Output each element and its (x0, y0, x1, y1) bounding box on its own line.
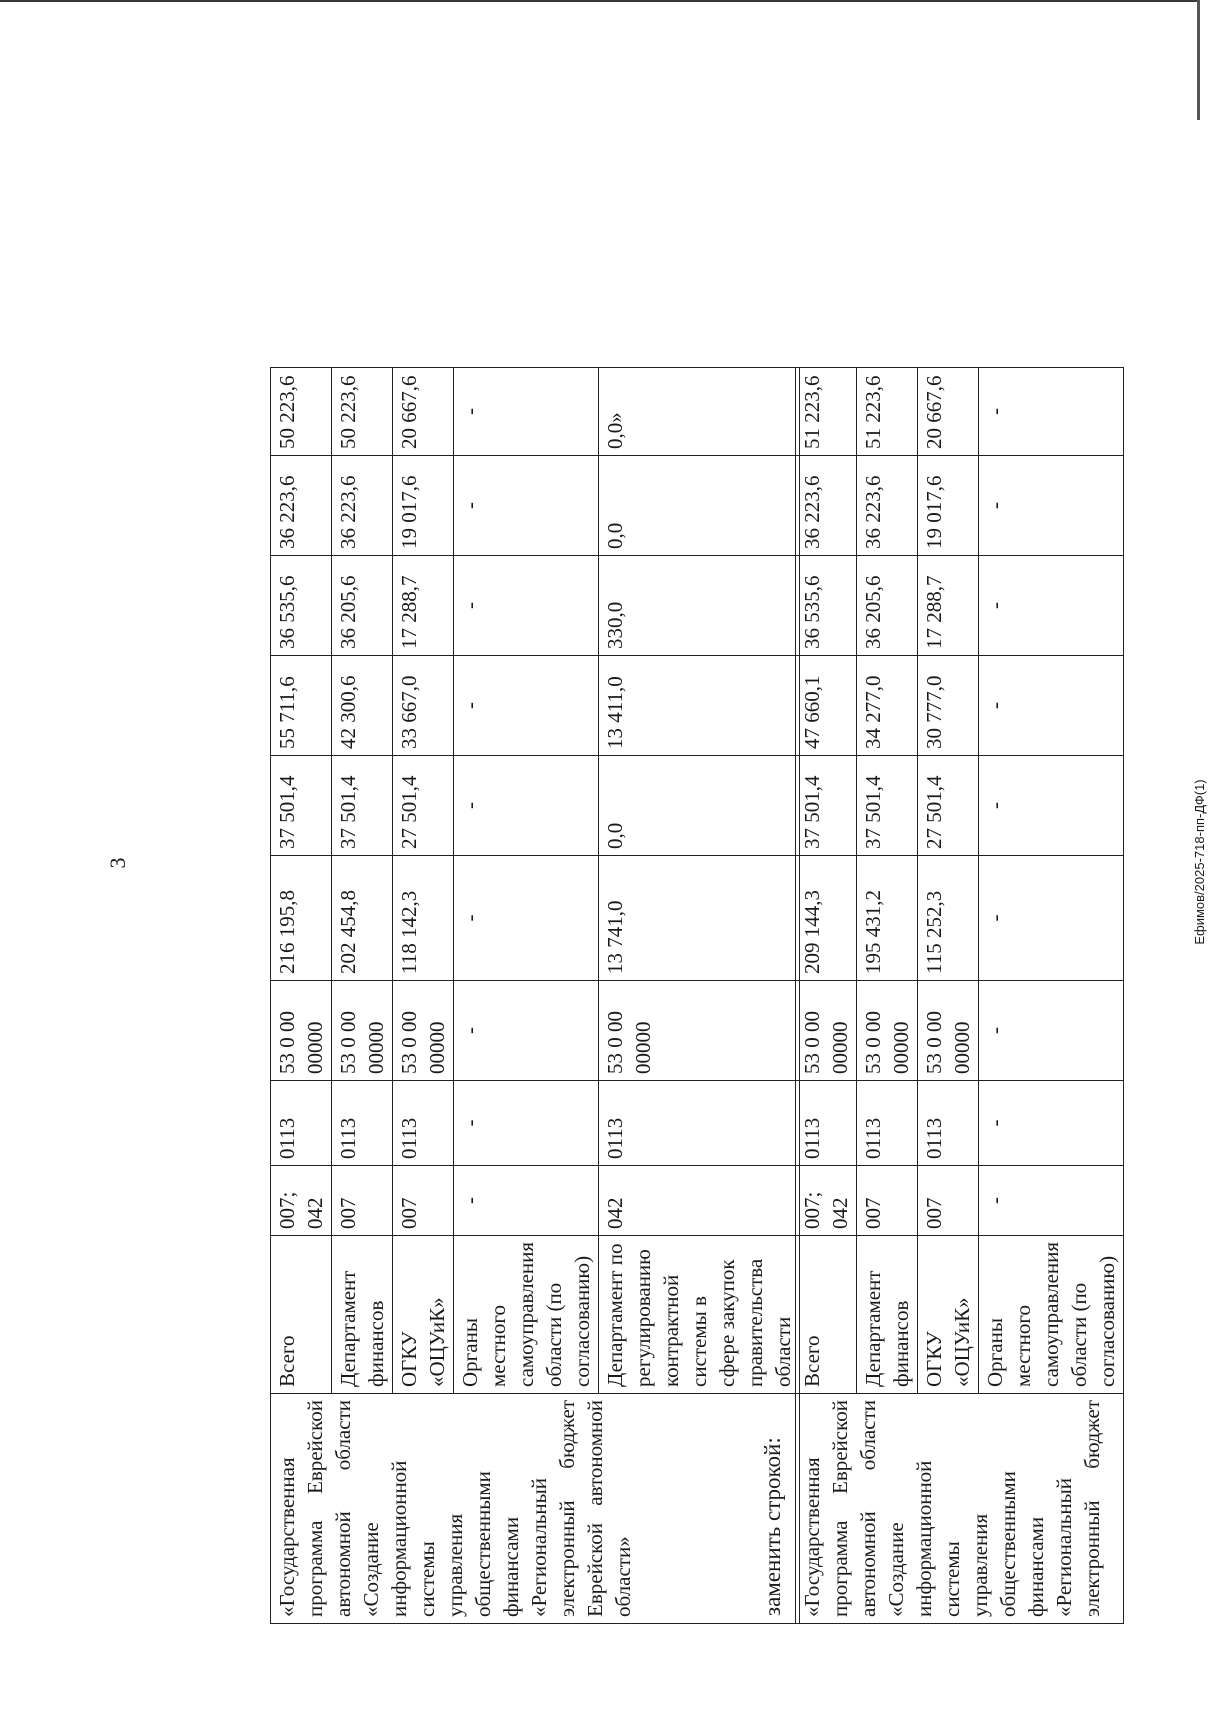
grbs-cell: 007 (332, 1165, 393, 1235)
v6-cell: 20 667,6 (393, 367, 454, 455)
executor-cell: Департамент финансов (332, 1235, 393, 1393)
executor-cell: Органы местного самоуправления области (по согласованию) (454, 1235, 599, 1393)
v6-cell: - (454, 367, 599, 455)
v5-cell: 36 223,6 (857, 455, 918, 555)
program-name-line: финансами «Региональный (499, 1478, 551, 1617)
v5-cell: 19 017,6 (393, 455, 454, 555)
table-old-body (271, 367, 800, 1623)
program-name-cell (796, 1394, 1124, 1624)
v5-cell: 0,0 (599, 455, 800, 555)
v1-cell: - (454, 855, 599, 980)
program-name-line: управления (968, 1513, 992, 1617)
v6-cell: 51 223,6 (857, 367, 918, 455)
csr-cell: 53 0 00 00000 (332, 980, 393, 1080)
program-name-line: Еврейской автономной (583, 1400, 607, 1617)
v1-cell: 118 142,3 (393, 855, 454, 980)
v1-cell: 209 144,3 (796, 855, 857, 980)
grbs-cell: 007; 042 (796, 1165, 857, 1235)
scan-edge-right (1197, 0, 1200, 120)
grbs-cell: 042 (599, 1165, 800, 1235)
v4-cell: 330,0 (599, 555, 800, 655)
program-name-line: финансами «Региональный (1024, 1478, 1076, 1617)
rotated-content (270, 84, 1170, 1624)
program-name-line: «Создание (359, 1522, 383, 1617)
v1-cell: 202 454,8 (332, 855, 393, 980)
csr-cell: 53 0 00 00000 (918, 980, 979, 1080)
footer-code: Ефимов/2025-718-пп-ДФ(1) (1192, 779, 1207, 945)
v5-cell: 36 223,6 (796, 455, 857, 555)
program-name-line: области» (611, 1536, 635, 1617)
grbs-cell: 007 (393, 1165, 454, 1235)
table-row (271, 367, 332, 1623)
v2-cell: 37 501,4 (271, 755, 332, 855)
v3-cell: 13 411,0 (599, 655, 800, 755)
v6-cell: 20 667,6 (918, 367, 979, 455)
v1-cell: 115 252,3 (918, 855, 979, 980)
v3-cell: - (454, 655, 599, 755)
v2-cell: - (979, 755, 1124, 855)
v6-cell: 50 223,6 (332, 367, 393, 455)
v4-cell: 36 535,6 (796, 555, 857, 655)
grbs-cell: - (454, 1165, 599, 1235)
program-name-line: автономной области (331, 1400, 355, 1617)
v4-cell: 17 288,7 (393, 555, 454, 655)
v3-cell: 47 660,1 (796, 655, 857, 755)
program-name-line: «Создание (884, 1522, 908, 1617)
v3-cell: - (979, 655, 1124, 755)
table-new-body (796, 367, 1124, 1623)
v2-cell: 37 501,4 (332, 755, 393, 855)
csr-cell: 53 0 00 00000 (599, 980, 800, 1080)
rz-cell: 0113 (918, 1080, 979, 1165)
csr-cell: 53 0 00 00000 (393, 980, 454, 1080)
program-name-line: «Государственная программа Еврейской (275, 1400, 327, 1617)
csr-cell: 53 0 00 00000 (796, 980, 857, 1080)
executor-cell: Всего (271, 1235, 332, 1393)
v2-cell: 27 501,4 (393, 755, 454, 855)
csr-cell: 53 0 00 00000 (271, 980, 332, 1080)
table-row (796, 367, 857, 1623)
rz-cell: - (454, 1080, 599, 1165)
program-name-line: информационной системы (912, 1460, 964, 1617)
rz-cell: 0113 (393, 1080, 454, 1165)
grbs-cell: 007; 042 (271, 1165, 332, 1235)
program-name-line: электронный бюджет (555, 1400, 579, 1617)
page-number: 3 (105, 857, 130, 869)
rz-cell: 0113 (857, 1080, 918, 1165)
v3-cell: 30 777,0 (918, 655, 979, 755)
v1-cell: - (979, 855, 1124, 980)
v4-cell: 17 288,7 (918, 555, 979, 655)
table-new (795, 367, 1124, 1624)
v2-cell: 37 501,4 (796, 755, 857, 855)
csr-cell: - (979, 980, 1124, 1080)
v6-cell: 51 223,6 (796, 367, 857, 455)
v4-cell: - (979, 555, 1124, 655)
v2-cell: 37 501,4 (857, 755, 918, 855)
v1-cell: 195 431,2 (857, 855, 918, 980)
rz-cell: - (979, 1080, 1124, 1165)
executor-cell: Органы местного самоуправления области (по согласованию) (979, 1235, 1124, 1393)
program-name-line: общественными (471, 1471, 495, 1617)
grbs-cell: 007 (918, 1165, 979, 1235)
v3-cell: 42 300,6 (332, 655, 393, 755)
v5-cell: - (454, 455, 599, 555)
v4-cell: 36 205,6 (332, 555, 393, 655)
v2-cell: 27 501,4 (918, 755, 979, 855)
program-name-line: общественными (996, 1471, 1020, 1617)
v6-cell: - (979, 367, 1124, 455)
v1-cell: 13 741,0 (599, 855, 800, 980)
scan-edge (0, 0, 1200, 2)
executor-cell: Департамент финансов (857, 1235, 918, 1393)
v5-cell: - (979, 455, 1124, 555)
program-name-line: «Государственная программа Еврейской (800, 1400, 852, 1617)
rz-cell: 0113 (332, 1080, 393, 1165)
replace-label: заменить строкой: (760, 1437, 785, 1616)
v5-cell: 19 017,6 (918, 455, 979, 555)
program-name-line: управления (443, 1513, 467, 1617)
rz-cell: 0113 (796, 1080, 857, 1165)
executor-cell: Департамент по регулированию контрактной системы в сфере закупок правительства области (599, 1235, 800, 1393)
v4-cell: 36 205,6 (857, 555, 918, 655)
v3-cell: 33 667,0 (393, 655, 454, 755)
executor-cell: ОГКУ «ОЦУиК» (393, 1235, 454, 1393)
rz-cell: 0113 (271, 1080, 332, 1165)
v5-cell: 36 223,6 (271, 455, 332, 555)
program-name-cell (271, 1394, 800, 1624)
table-old (270, 367, 800, 1624)
v2-cell: - (454, 755, 599, 855)
program-name-line: автономной области (856, 1400, 880, 1617)
v3-cell: 55 711,6 (271, 655, 332, 755)
program-name-line: информационной системы (387, 1460, 439, 1617)
v6-cell: 0,0» (599, 367, 800, 455)
program-name-line: электронный бюджет (1080, 1400, 1104, 1617)
v3-cell: 34 277,0 (857, 655, 918, 755)
csr-cell: 53 0 00 00000 (857, 980, 918, 1080)
executor-cell: ОГКУ «ОЦУиК» (918, 1235, 979, 1393)
v1-cell: 216 195,8 (271, 855, 332, 980)
v4-cell: 36 535,6 (271, 555, 332, 655)
executor-cell: Всего (796, 1235, 857, 1393)
v4-cell: - (454, 555, 599, 655)
grbs-cell: 007 (857, 1165, 918, 1235)
v2-cell: 0,0 (599, 755, 800, 855)
csr-cell: - (454, 980, 599, 1080)
grbs-cell: - (979, 1165, 1124, 1235)
v6-cell: 50 223,6 (271, 367, 332, 455)
rz-cell: 0113 (599, 1080, 800, 1165)
v5-cell: 36 223,6 (332, 455, 393, 555)
